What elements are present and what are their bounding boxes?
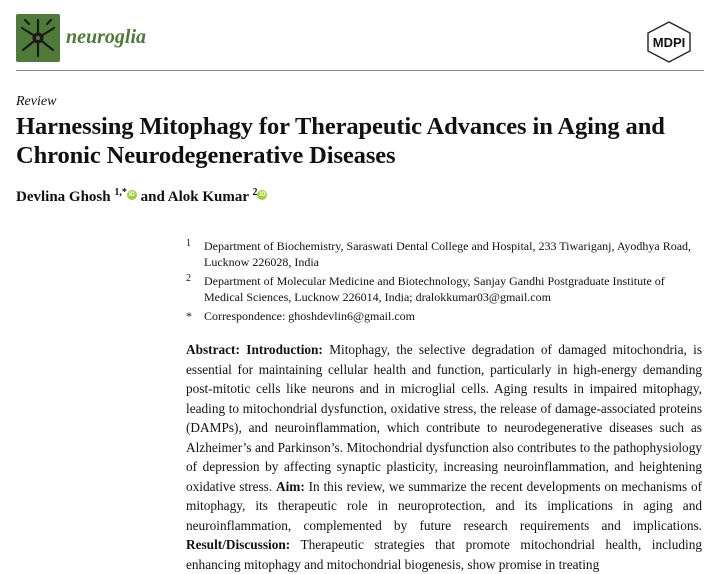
neuron-icon — [16, 14, 60, 62]
aim-text: In this review, we summarize the recent developments on mechanisms of mitophagy, its therapeutic role in neuroprotection, and its implications in aging and neuroinflammation, complemented by future research requirements and implications. — [186, 478, 703, 533]
title-line-2: Chronic Neurodegenerative Diseases — [16, 142, 396, 169]
author-affiliation-sup: 2 — [252, 187, 258, 198]
svg-text:MDPI: MDPI — [652, 35, 686, 50]
correspondence-item — [186, 308, 706, 324]
author-affiliation-sup: 1,* — [114, 187, 127, 198]
correspondence-mark: * — [186, 309, 192, 323]
author-conjunction: and — [140, 189, 165, 205]
introduction-label: Introduction: — [246, 342, 323, 357]
article-type: Review — [16, 94, 57, 109]
author-name[interactable]: Alok Kumar — [167, 189, 249, 205]
affiliations — [186, 238, 706, 327]
affiliation-item — [186, 273, 706, 305]
affiliation-item — [186, 238, 706, 270]
affiliation-text: Department of Biochemistry, Saraswati Dental College and Hospital, 233 Tiwariganj, Ayodhya Road, Lucknow 226028, India — [204, 239, 692, 269]
header-divider — [16, 70, 704, 71]
article-title — [16, 112, 706, 170]
aim-label: Aim: — [275, 478, 305, 494]
abstract — [186, 340, 702, 574]
result-label: Result/Discussion: — [186, 537, 291, 552]
journal-name: neuroglia — [66, 26, 147, 48]
orcid-icon[interactable]: iD — [259, 192, 266, 198]
introduction-text: Mitophagy, the selective degradation of damaged mitochondria, is essential for maintaining cellular health and function, particularly in high-energy demanding post-mitotic cells like neurons and in microglial cells. Aging results in impaired mitophagy, leading to mitochondrial dysfunction, oxidative stress, the release of damage-associated proteins (DAMPs), and neuroinflammation, which contribute to neurodegenerative diseases such as Alzheimer’s and Parkinson’s. Mitochondrial dysfunction also contributes to the pathophysiology of depression by affecting synaptic plasticity, increasing neuroinflammation, and heightening oxidative stress. — [186, 342, 703, 494]
abstract-label: Abstract: — [186, 342, 240, 357]
author-name[interactable]: Devlina Ghosh — [16, 189, 111, 205]
result-text: Therapeutic strategies that promote mitochondrial health, including enhancing mitophagy and mitochondrial biogenesis, show promise in treating — [186, 537, 702, 572]
affiliation-text: Department of Molecular Medicine and Biotechnology, Sanjay Gandhi Postgraduate Institute of Medical Sciences, Lucknow 226014, India; dralokkumar03@gmail.com — [204, 274, 665, 304]
orcid-icon[interactable]: iD — [128, 192, 135, 198]
title-line-1: Harnessing Mitophagy for Therapeutic Advances in Aging and — [16, 113, 665, 140]
affiliation-number: 1 — [186, 238, 191, 249]
affiliation-number: 2 — [186, 273, 191, 284]
author-list — [16, 187, 267, 206]
correspondence-text: Correspondence: ghoshdevlin6@gmail.com — [204, 309, 416, 323]
mdpi-logo — [644, 20, 694, 64]
journal-header — [16, 14, 704, 66]
